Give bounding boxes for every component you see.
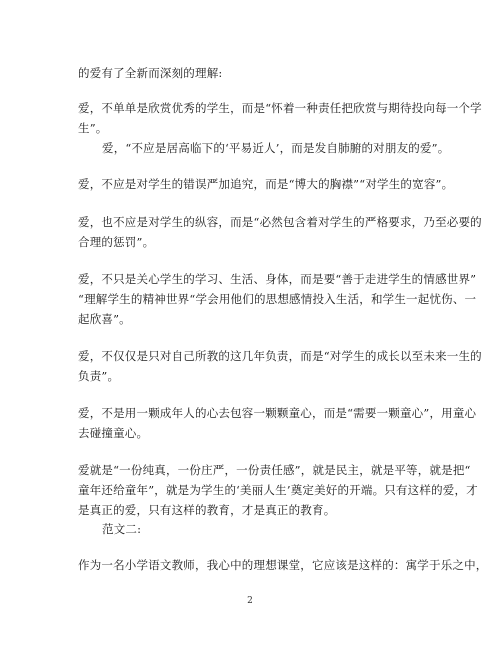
text-line: 起欣喜”。 xyxy=(78,312,131,326)
text-line: 负责”。 xyxy=(78,369,120,383)
text-line: 爱，不只是关心学生的学习、生活、身体，而是要“善于走进学生的情感世界” xyxy=(78,272,477,286)
text-line: 合理的惩罚”。 xyxy=(78,235,155,249)
text-line: 童年还给童年”，就是为学生的‘美丽人生’奠定美好的开端。只有这样的爱，才 xyxy=(78,483,478,497)
text-line: 爱，不仅仅是只对自己所教的这几年负责，而是“对学生的成长以至未来一生的 xyxy=(78,349,482,363)
page-number: 2 xyxy=(247,596,253,606)
text-line: 爱就是“一份纯真，一份庄严，一份责任感”，就是民主，就是平等，就是把“ xyxy=(78,463,471,477)
text-line: 爱，不应是对学生的错误严加追究，而是“博大的胸襟”“对学生的宽容”。 xyxy=(78,177,454,191)
section-heading: 范文二: xyxy=(102,522,142,536)
text-line: 爱，“不应是居高临下的‘平易近人’，而是发自肺腑的对朋友的爱”。 xyxy=(102,141,450,155)
text-line: 爱，不是用一颗成年人的心去包容一颗颗童心，而是“需要一颗童心”，用童心 xyxy=(78,406,477,420)
text-line: 的爱有了全新而深刻的理解: xyxy=(78,66,223,80)
text-line: 爱，也不应是对学生的纵容，而是“必然包含着对学生的严格要求，乃至必要的 xyxy=(78,215,482,229)
text-line: 作为一名小学语文教师，我心中的理想课堂，它应该是这样的：寓学于乐之中， xyxy=(78,558,488,572)
text-line: 是真正的爱，只有这样的教育，才是真正的教育。 xyxy=(78,503,336,517)
text-line: 爱，不单单是欣赏优秀的学生，而是“怀着一种责任把欣赏与期待投向每一个学 xyxy=(78,101,482,115)
text-line: “理解学生的精神世界“学会用他们的思想感情投入生活，和学生一起忧伤、一 xyxy=(78,292,477,306)
text-line: 去碰撞童心。 xyxy=(78,426,149,440)
text-line: 生”。 xyxy=(78,121,108,135)
